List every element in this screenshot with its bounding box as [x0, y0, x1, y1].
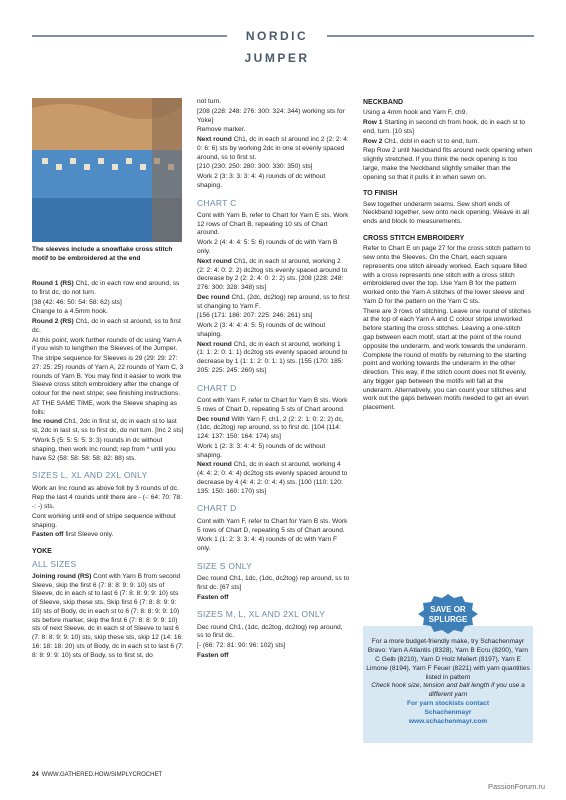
next-round-3-text: Ch1, dc in each st around, working 1 (1: 1: 2: 0: 1: 1) dc2tog sts evenly spaced around to decrease by 1 (1: 1: 2: 0: 1: 1) sts. [155 (170: 185: 205: 225: 245: 260) sts] — [197, 340, 348, 374]
sizes-m-fasten: Fasten off — [197, 652, 229, 659]
hook-change: Change to a 4.5mm hook. — [32, 308, 108, 316]
chart-d-2-work: Work 1 (1: 2: 3: 3: 4: 4) rounds of dc with Yarn F only. — [197, 536, 337, 553]
row-1-text: Starting in second ch from hook, dc in each st to end, turn. [10 sts] — [363, 119, 525, 135]
c2-work-2: Work 2 (3: 3: 3: 3: 4: 4) rounds of dc without shaping. — [197, 173, 326, 189]
sizes-m-counts: [- (66: 72: 81: 90: 96: 102) sts] — [197, 642, 286, 650]
column-2 — [197, 98, 350, 662]
to-finish-text: Sew together underarm seams. Sew short ends of Neckband together, sew onto neck opening. Weave in all ends and block to measurements. — [363, 200, 529, 226]
neckband-start: Using a 4mm hook and Yarn F, ch9. — [363, 109, 468, 117]
inc-round-title: Inc round — [32, 418, 63, 426]
c2-remove-marker: Remove marker. — [197, 126, 246, 134]
chart-d-heading-2: CHART D — [197, 503, 237, 514]
column-1 — [32, 280, 184, 661]
photo-caption: The sleeves include a snowflake cross stitch motif to be embroidered at the end — [32, 246, 173, 262]
next-round-3-title: Next round — [197, 340, 232, 348]
sleeve-photo — [32, 98, 182, 242]
fasten-off — [32, 531, 184, 540]
sizes-l-xl-2xl-heading: SIZES L, XL AND 2XL ONLY — [32, 470, 148, 481]
next-round-1-text: Ch1, dc in each st around inc 2 (2: 2: 4: 0: 6: 6) sts by working 2dc in one st evenly spaced around, ss to first st. — [197, 136, 349, 161]
same-time: AT THE SAME TIME, work the Sleeve shaping as folls: — [32, 399, 178, 416]
point-text: At this point, work further rounds of dc using Yarn A if you wish to lengthen the Sleeves of the Jumper. — [32, 336, 182, 353]
next-round-1-counts: [210 (230: 250: 280: 300: 330: 350) sts] — [197, 163, 313, 171]
neckband-row-1 — [363, 119, 533, 137]
sleeve-photo-illustration — [32, 98, 182, 242]
next-round-1 — [197, 136, 350, 162]
round-1-title: Round 1 (RS) — [32, 280, 74, 287]
dec-round-1-counts: [156 (171: 186: 207: 225: 246: 261) sts] — [197, 312, 313, 320]
joining-round-title: Joining round (RS) — [32, 572, 92, 580]
save-box-url: www.schachenmayr.com — [408, 718, 488, 726]
chart-c-text: Cont with Yarn B, refer to Chart for Yarn E sts. Work 12 rows of Chart B, repeating 10 sts of Chart around. — [197, 211, 349, 237]
save-box-text-wrap — [366, 638, 530, 727]
c2-not-turn: not turn. — [197, 98, 222, 105]
to-finish-heading: TO FINISH — [363, 190, 398, 198]
fasten-off-rest: first Sleeve only. — [63, 531, 114, 539]
save-box-text: For a more budget-friendly make, try Schachenmayr Bravo: Yarn A Atlantis (8328), Yarn B Ecru (8200), Yarn C Gelb (8210), Yarn D Holz Meliert (8197), Yarn E Limone (8194), Yarn F Feuer (8221) with yarn quantities listed in pattern — [366, 638, 530, 681]
rep-text: Rep the last 4 rounds until there are - (-: 64: 70: 78: -: -) sts. — [32, 494, 182, 511]
dec-round-1-title: Dec round — [197, 293, 230, 301]
round-2 — [32, 318, 184, 336]
row-1-title: Row 1 — [363, 119, 383, 127]
round-1 — [32, 280, 184, 298]
stripe-text: The stripe sequence for Sleeves is 29 (29: 29: 27: 27: 25: 25) rounds of Yarn A, 22 rounds of Yarn C, 3 rounds of Yarn B. You may find it easier to work the Sleeve cross stitch embroidery after the change of colour for the next stripe; see finishing instructions. — [32, 355, 184, 398]
size-s-heading: SIZE S ONLY — [197, 560, 253, 571]
footer — [32, 772, 162, 778]
chart-d-2-text: Cont with Yarn F, refer to Chart for Yarn B sts. Work 5 rows of Chart D, repeating 5 sts of Chart around. — [197, 517, 348, 534]
sizes-m-text: Dec round Ch1, (1dc, dc2tog, dc2tog) rep around, ss to first dc. — [197, 623, 343, 640]
cross-stitch-p2: There are 3 rows of stitching. Leave one round of stitches at the top of each Yarn A and C colour stripe unworked before starting the cross stitches. Leaving a one-stitch gap between each motif, start at the point of the round opposite the underarm, and work towards the underarm. Complete the round of motifs by returning to the starting point and working towards the underarm in the other direction. This way, if the stitch count does not fit evenly, any bigger gap between the motifs will fall at the underarm. Alternatively, you can count your stitches and work out the gaps between motifs needed to get an even placement. — [363, 307, 531, 412]
badge-line-1: SAVE OR — [430, 605, 466, 614]
round-2-title: Round 2 (RS) — [32, 318, 74, 326]
inc-round — [32, 418, 184, 436]
dec-round-2-title: Dec round — [197, 415, 230, 423]
save-box-stockists: For yarn stockists contact — [406, 700, 490, 708]
cont-text: Cont working until end of stripe sequence without shaping. — [32, 512, 176, 529]
neckband-heading: NECKBAND — [363, 99, 404, 106]
watermark: PassionForum.ru — [488, 782, 546, 791]
c2-work-4: Work 1 (2: 3: 3: 4: 4: 5) rounds of dc without shaping. — [197, 442, 326, 459]
chart-c-heading: CHART C — [197, 197, 237, 208]
cross-stitch-heading: CROSS STITCH EMBROIDERY — [363, 235, 465, 243]
fasten-off-bold: Fasten off — [32, 531, 64, 539]
round-2-text: Ch1, dc in each st around, ss to first dc. — [32, 318, 181, 334]
dec-round-1-text: Ch1, (2dc, dc2tog) rep around, ss to first st changing to Yarn F. — [197, 293, 350, 310]
work-text: *Work 5 (5: 5: 5: 5: 3: 3) rounds in dc without shaping, then work Inc round; rep from * until you have 52 (58: 58: 58: 58: 82: 88) sts. — [32, 437, 176, 462]
round-1-text: Ch1, dc in each row end around, ss to first dc, do not turn. — [32, 280, 180, 296]
dec-round-2-text: With Yarn F, ch1, 2 (2: 2: 1: 0: 2: 2) dc, (1dc, dc2tog) rep around, ss to first dc. [104 (114: 124: 137: 150: 164: 174) sts] — [197, 415, 344, 441]
column-3 — [363, 98, 533, 414]
row-2-text: Ch1, dcbl in each st to end, turn. — [382, 137, 480, 145]
round-1-counts: [38 (42: 46: 50: 54: 58: 62) sts] — [32, 298, 122, 306]
joining-round-text: Cont with Yarn B from second Sleeve, skip the first 6 (7: 8: 8: 9: 9: 10) sts of Sleeve, dc in each st to last 6 (7: 8: 8: 9: 9: 10) sts of Sleeve, skip these sts. Skip first 6 (7: 8: 8: 9: 9: 10) sts of Body, dc in each st to 6 (7: 8: 8: 9: 9: 10) sts before marker, skip the first 6 (7: 8: 8: 9: 9: 10) sts of next Sleeve, dc in each st of Sleeve to last 6 (7: 8: 8: 9: 9: 10) sts, skip these sts, skip 12 (14: 16: 16: 18: 18: 20) sts of Body, dc in each st to last 6 (7: 8: 8: 9: 9: 10) sts of Body, ss to first st, do — [32, 572, 184, 659]
footer-url: WWW.GATHERED.HOW/SIMPLYCROCHET — [41, 772, 163, 778]
next-round-4 — [197, 461, 350, 496]
badge-line-2: SPLURGE — [428, 615, 468, 624]
next-round-4-text: Ch1, dc in each st around, working 4 (4: 4: 2: 0: 4: 4) dc2tog sts evenly spaced around to decrease by 4 (4: 4: 2: 0: 4: 4) sts. [100 (110: 120: 135: 150: 160: 170) sts] — [197, 461, 348, 495]
chart-d-text: Cont with Yarn F, refer to Chart for Yarn B sts. Work 5 rows of Chart D, repeating 5 sts of Chart around. — [197, 397, 348, 413]
c2-yoke-count: [208 (228: 248: 276: 300: 324: 344) working sts for Yoke] — [197, 107, 345, 124]
save-or-splurge-badge — [416, 592, 480, 636]
neckband-rep: Rep Row 2 until Neckband fits around neck opening when slightly stretched. If you think the neck opening is too large, make the Neckband slightly smaller than the opening so that it pulls it in when sewn on. — [363, 147, 533, 181]
save-box-italic: Check hook size, tension and ball length if you use a different yarn — [371, 682, 525, 699]
c2-work-3: Work 2 (3: 4: 4: 4: 5: 5) rounds of dc without shaping. — [197, 322, 326, 338]
yoke-heading: YOKE — [32, 548, 52, 556]
next-round-4-title: Next round — [197, 461, 232, 469]
dec-round-2 — [197, 416, 350, 442]
size-s-text: Dec round Ch1, 1dc, (1dc, dc2tog) rep around, ss to first dc. [67 sts] — [197, 575, 350, 591]
all-sizes-heading: ALL SIZES — [32, 558, 77, 569]
cross-stitch-p1: Refer to Chart E on page 27 for the cross stitch pattern to sew onto the Sleeves. On the Chart, each square represents one stitch already worked. Each square filled with a cross represents one stitch with a cross stitch embroidered over the top. Use Yarn B for the pattern worked onto the Yarn A stitches of the lower sleeve and Yarn D for the pattern on the Yarn C sts. — [363, 245, 531, 305]
next-round-2-text: Ch1, dc in each st around, working 2 (2: 2: 4: 0: 2: 2) dc2tog sts evenly spaced around to decrease by 2 (2: 2: 4: 0: 2: 2) sts. [208 (228: 248: 276: 300: 328: 348) sts] — [197, 257, 348, 292]
sizes-text: Work an Inc round as above foll by 3 rounds of dc. — [32, 484, 179, 492]
inc-round-text: Ch1, 2dc in first st, dc in each st to last st, 2dc in last st, ss to first dc, do not turn. [Inc 2 sts] — [32, 418, 184, 435]
size-s-fasten: Fasten off — [197, 593, 229, 601]
joining-round — [32, 573, 184, 661]
row-2-title: Row 2 — [363, 137, 383, 145]
save-box-brand: Schachenmayr — [424, 709, 472, 717]
next-round-3 — [197, 341, 350, 376]
page-title: NORDIC JUMPER — [227, 25, 327, 47]
chart-d-heading: CHART D — [197, 382, 237, 393]
chart-c-work: Work 2 (4: 4: 4: 5: 5: 6) rounds of dc with Yarn B only. — [197, 239, 338, 256]
sizes-m-heading: SIZES M, L, XL AND 2XL ONLY — [197, 609, 326, 620]
neckband-row-2 — [363, 138, 533, 147]
next-round-1-title: Next round — [197, 136, 232, 144]
next-round-2 — [197, 258, 350, 293]
page-number: 24 — [32, 772, 39, 778]
dec-round-1 — [197, 294, 350, 312]
next-round-2-title: Next round — [197, 257, 232, 265]
